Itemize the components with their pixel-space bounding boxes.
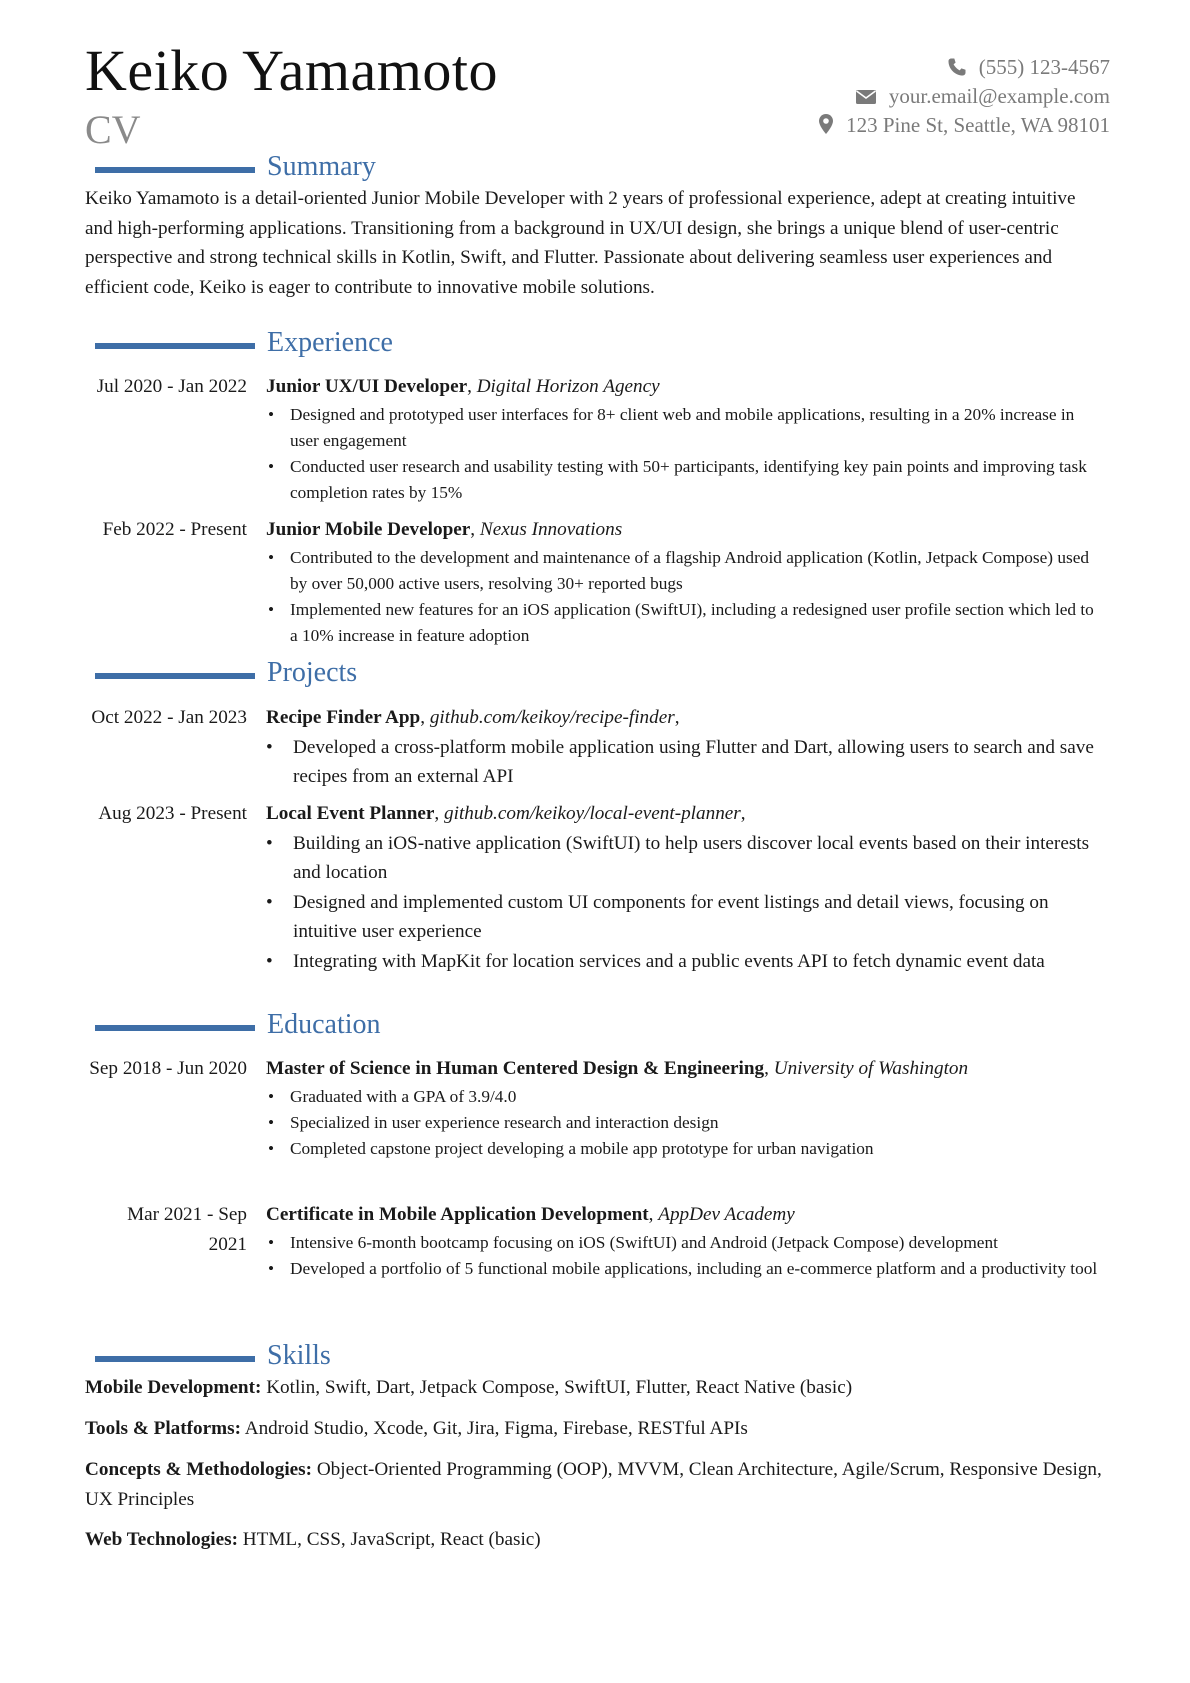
bullet-item: • Developed a portfolio of 5 functional mobile applications, including an e-commerce platform and a productivity tool [290, 1256, 1101, 1282]
skill-group [85, 1455, 1105, 1514]
entry-body [266, 1054, 1101, 1162]
document-subtitle: CV [85, 107, 141, 152]
bullet-item: • Designed and implemented custom UI components for event listings and detail views, focusing on intuitive user experience [290, 888, 1101, 947]
phone-number: (555) 123-4567 [978, 55, 1110, 79]
bullet-item: • Graduated with a GPA of 3.9/4.0 [290, 1084, 1101, 1110]
skill-label: Tools & Platforms: [85, 1418, 241, 1439]
contact-email [690, 82, 1110, 111]
section-accent-bar [95, 343, 255, 349]
entry-heading: Local Event Planner, github.com/keikoy/local-event-planner, [266, 803, 746, 824]
street-address: 123 Pine St, Seattle, WA 98101 [846, 113, 1110, 137]
entry-bullets [266, 829, 1101, 977]
project-name: Local Event Planner [266, 803, 435, 824]
bullet-item: • Integrating with MapKit for location services and a public events API to fetch dynamic event data [290, 947, 1101, 977]
bullet-item: • Specialized in user experience research and interaction design [290, 1110, 1101, 1136]
email-address: your.email@example.com [888, 84, 1110, 108]
entry-body [266, 515, 1101, 649]
section-title: Education [267, 1009, 381, 1040]
phone-icon [947, 57, 967, 77]
bullet-item: • Designed and prototyped user interfaces for 8+ client web and mobile applications, resulting in a 20% increase in user engagement [290, 402, 1101, 454]
skill-values: Android Studio, Xcode, Git, Jira, Figma, Firebase, RESTful APIs [244, 1418, 748, 1439]
skill-group [85, 1525, 1105, 1555]
section-title: Experience [267, 327, 393, 358]
entry-heading: Recipe Finder App, github.com/keikoy/recipe-finder, [266, 707, 680, 728]
contact-block [690, 53, 1110, 140]
summary-text: Keiko Yamamoto is a detail-oriented Junior Mobile Developer with 2 years of professional experience, adept at creating intuitive and high-performing applications. Transitioning from a background in UX/UI design, she brings a unique blend of user-centric perspective and strong technical skills in Kotlin, Swift, and Flutter. Passionate about delivering seamless user experiences and efficient code, Keiko is eager to contribute to innovative mobile solutions. [85, 188, 1076, 298]
bullet-item: • Building an iOS-native application (SwiftUI) to help users discover local events based on their interests and location [290, 829, 1101, 888]
entry-date: Oct 2022 - Jan 2023 [91, 707, 247, 728]
section-accent-bar [95, 1356, 255, 1362]
project-link[interactable]: github.com/keikoy/recipe-finder [429, 707, 675, 728]
skill-label: Web Technologies: [85, 1529, 238, 1550]
bullet-item: • Contributed to the development and maintenance of a flagship Android application (Kotlin, Jetpack Compose) used by over 50,000 active users, resolving 30+ reported bugs [290, 545, 1101, 597]
bullet-item: • Conducted user research and usability testing with 50+ participants, identifying key pain points and improving task completion rates by 15% [290, 454, 1101, 506]
section-accent-bar [95, 167, 255, 173]
entry-body [266, 703, 1101, 792]
entry-date: Feb 2022 - Present [102, 519, 247, 540]
bullet-item: • Completed capstone project developing a mobile app prototype for urban navigation [290, 1136, 1101, 1162]
entry-date: Aug 2023 - Present [98, 803, 247, 824]
job-title: Junior UX/UI Developer [266, 376, 468, 397]
entry-heading: Certificate in Mobile Application Development, AppDev Academy [266, 1204, 795, 1225]
section-title: Skills [267, 1340, 331, 1371]
degree-title: Master of Science in Human Centered Design & Engineering [266, 1058, 765, 1079]
section-title: Summary [267, 151, 376, 182]
institution: University of Washington [773, 1058, 969, 1079]
entry-date: Jul 2020 - Jan 2022 [96, 376, 247, 397]
entry-heading: Junior Mobile Developer, Nexus Innovations [266, 519, 623, 540]
degree-title: Certificate in Mobile Application Development [266, 1204, 649, 1225]
entry-bullets [266, 1230, 1101, 1282]
section-title: Projects [267, 657, 358, 688]
employer: Nexus Innovations [479, 519, 623, 540]
entry-body [266, 372, 1101, 506]
entry-bullets [266, 1084, 1101, 1163]
skill-group [85, 1414, 1105, 1444]
entry-heading: Master of Science in Human Centered Design & Engineering, University of Washington [266, 1058, 969, 1079]
job-title: Junior Mobile Developer [266, 519, 471, 540]
entry-bullets [266, 402, 1101, 507]
skill-group [85, 1373, 1105, 1403]
institution: AppDev Academy [658, 1204, 795, 1225]
employer: Digital Horizon Agency [476, 376, 660, 397]
section-accent-bar [95, 1025, 255, 1031]
entry-body [266, 799, 1101, 976]
entry-heading: Junior UX/UI Developer, Digital Horizon Agency [266, 376, 660, 397]
skill-values: HTML, CSS, JavaScript, React (basic) [242, 1529, 541, 1550]
skill-label: Concepts & Methodologies: [85, 1459, 313, 1480]
envelope-icon [855, 88, 877, 106]
entry-bullets [266, 733, 1101, 792]
entry-body [266, 1200, 1101, 1282]
candidate-name: Keiko Yamamoto [85, 38, 498, 103]
bullet-item: • Implemented new features for an iOS application (SwiftUI), including a redesigned user profile section which led to a 10% increase in feature adoption [290, 597, 1101, 649]
bullet-item: • Developed a cross-platform mobile application using Flutter and Dart, allowing users to search and save recipes from an external API [290, 733, 1101, 792]
section-accent-bar [95, 673, 255, 679]
contact-phone [690, 53, 1110, 82]
entry-date: Mar 2021 - Sep 2021 [127, 1204, 247, 1255]
project-link[interactable]: github.com/keikoy/local-event-planner [444, 803, 741, 824]
contact-address [690, 111, 1110, 140]
map-marker-icon [818, 113, 834, 135]
entry-bullets [266, 545, 1101, 650]
skill-values: Object-Oriented Programming (OOP), MVVM, Clean Architecture, Agile/Scrum, Responsive Design, UX Principles [85, 1459, 1102, 1510]
entry-date: Sep 2018 - Jun 2020 [89, 1058, 247, 1079]
skill-values: Kotlin, Swift, Dart, Jetpack Compose, SwiftUI, Flutter, React Native (basic) [266, 1377, 853, 1398]
project-name: Recipe Finder App [266, 707, 421, 728]
skill-label: Mobile Development: [85, 1377, 262, 1398]
bullet-item: • Intensive 6-month bootcamp focusing on iOS (SwiftUI) and Android (Jetpack Compose) development [290, 1230, 1101, 1256]
